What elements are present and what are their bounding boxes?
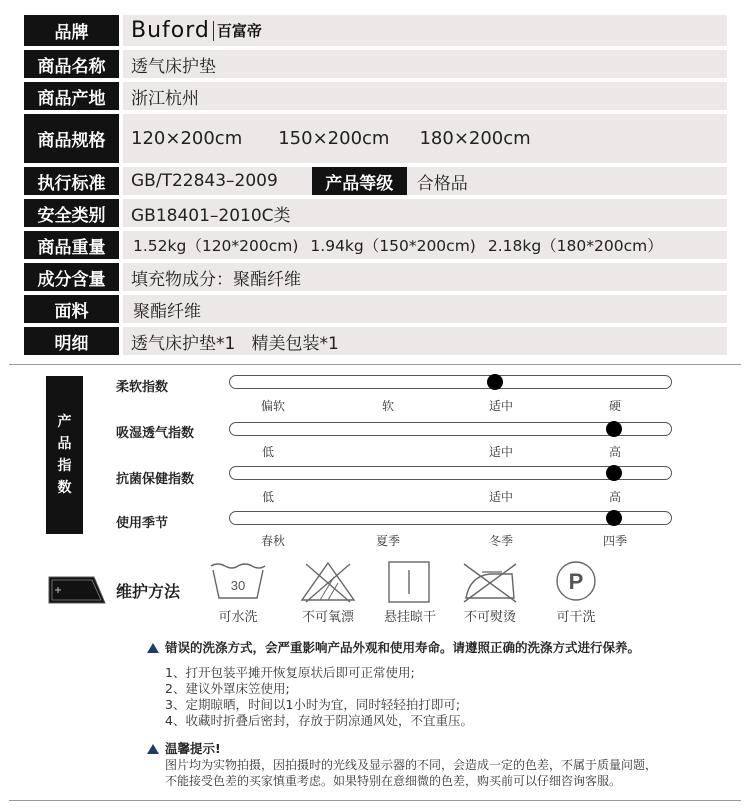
index-tick-label: 适中 xyxy=(488,445,514,459)
spec-row-brand xyxy=(24,15,727,46)
size-option: 180×200cm xyxy=(419,128,531,149)
triangle-icon xyxy=(147,744,159,754)
warning-line xyxy=(147,638,640,656)
spec-label-size: 商品规格 xyxy=(24,114,119,163)
index-tick-label: 春秋 xyxy=(260,534,286,548)
index-label: 吸湿透气指数 xyxy=(116,426,195,441)
spec-label-detail: 明细 xyxy=(24,327,119,355)
index-tick-label: 适中 xyxy=(488,490,514,504)
spec-value-standard xyxy=(123,167,727,195)
care-title: 维护方法 xyxy=(116,582,181,601)
spec-row-fabric xyxy=(24,295,727,323)
care-tag-icon xyxy=(48,576,106,604)
care-step: 2、建议外罩床笠使用; xyxy=(165,681,290,696)
product-index-title xyxy=(46,376,83,534)
dry-clean-letter: P xyxy=(568,569,584,594)
spec-value-brand xyxy=(123,15,727,46)
tip-line: 不能接受色差的买家慎重考虑。如果特别在意细微的色差，购买前可以仔细咨询客服。 xyxy=(165,774,622,788)
spec-label-name: 商品名称 xyxy=(24,50,119,78)
index-tick-label: 四季 xyxy=(602,534,628,548)
index-tick-label: 低 xyxy=(261,445,275,459)
care-caption: 不可熨烫 xyxy=(463,610,517,625)
spec-value-weight xyxy=(123,231,727,259)
brand-cn-name: 百富帝 xyxy=(216,22,262,40)
index-slider-track xyxy=(229,375,672,389)
care-step: 3、定期晾晒，时间以1小时为宜，同时轻轻拍打即可; xyxy=(165,697,461,712)
spec-label-safety: 安全类别 xyxy=(24,199,119,227)
index-tick-label: 高 xyxy=(608,445,622,459)
index-tick-label: 偏软 xyxy=(260,399,286,413)
spec-row-detail xyxy=(24,327,727,355)
care-caption: 不可氧漂 xyxy=(301,610,355,625)
brand-separator xyxy=(213,21,214,41)
tip-title: 温馨提示! xyxy=(165,741,221,756)
index-label: 抗菌保健指数 xyxy=(116,472,195,487)
spec-row-content xyxy=(24,263,727,291)
section-divider xyxy=(9,364,741,365)
weight-option: 1.94kg（150*200cm) xyxy=(310,237,476,255)
standard-code: GB/T22843–2009 xyxy=(131,171,278,191)
spec-value-safety: GB18401–2010C类 xyxy=(123,199,727,227)
spec-row-size xyxy=(24,114,727,163)
index-tick-label: 适中 xyxy=(488,399,514,413)
bottom-divider xyxy=(9,800,741,801)
spec-label-weight: 商品重量 xyxy=(24,231,119,259)
index-slider-dot xyxy=(487,374,503,390)
care-step: 1、打开包装平摊开恢复原状后即可正常使用; xyxy=(165,665,415,680)
spec-value-fabric: 聚酯纤维 xyxy=(123,295,727,323)
index-title-char: 品 xyxy=(57,436,72,452)
hang-dry-icon xyxy=(380,560,440,604)
spec-row-standard xyxy=(24,167,727,195)
grade-value: 合格品 xyxy=(416,173,468,194)
spec-label-standard: 执行标准 xyxy=(24,167,119,195)
tip-line: 图片均为实物拍摄，因拍摄时的光线及显示器的不同，会造成一定的色差，不属于质量问题， xyxy=(165,758,658,772)
index-title-char: 数 xyxy=(57,480,72,496)
spec-row-origin xyxy=(24,82,727,110)
index-tick-label: 冬季 xyxy=(488,534,514,548)
care-caption: 可水洗 xyxy=(218,610,258,625)
spec-value-content: 填充物成分：聚酯纤维 xyxy=(123,263,727,291)
care-step: 4、收藏时折叠后密封，存放于阴凉通风处，不宜重压。 xyxy=(165,713,473,728)
spec-value-origin: 浙江杭州 xyxy=(123,82,727,110)
index-tick-label: 高 xyxy=(608,490,622,504)
no-iron-icon xyxy=(460,560,520,604)
spec-row-name xyxy=(24,50,727,78)
index-title-char: 指 xyxy=(57,458,72,474)
tip-heading xyxy=(147,739,221,757)
spec-label-content: 成分含量 xyxy=(24,263,119,291)
dry-clean-p-icon xyxy=(546,560,606,604)
spec-row-weight xyxy=(24,231,727,259)
index-tick-label: 夏季 xyxy=(375,534,401,548)
spec-label-fabric: 面料 xyxy=(24,295,119,323)
care-caption: 可干洗 xyxy=(556,610,596,625)
index-tick-label: 硬 xyxy=(608,399,622,413)
spec-label-brand: 品牌 xyxy=(24,15,119,46)
spec-value-size xyxy=(123,114,727,163)
spec-label-grade: 产品等级 xyxy=(312,167,407,195)
size-option: 120×200cm xyxy=(131,128,243,149)
care-caption: 悬挂晾干 xyxy=(383,610,437,625)
spec-label-origin: 商品产地 xyxy=(24,82,119,110)
size-option: 150×200cm xyxy=(278,128,390,149)
index-label: 使用季节 xyxy=(116,516,169,531)
no-bleach-icon xyxy=(298,560,358,604)
triangle-icon xyxy=(147,643,159,653)
index-tick-label: 软 xyxy=(381,399,395,413)
weight-option: 1.52kg（120*200cm) xyxy=(133,237,299,255)
weight-option: 2.18kg（180*200cm） xyxy=(487,237,663,255)
wash-temp-text: 30 xyxy=(230,578,246,593)
index-tick-label: 低 xyxy=(261,490,275,504)
brand-logo: Buford xyxy=(131,18,210,43)
washtub-30-icon xyxy=(208,560,268,604)
spec-value-detail: 透气床护垫*1 精美包装*1 xyxy=(123,327,727,355)
index-title-char: 产 xyxy=(57,414,72,430)
warning-text: 错误的洗涤方式，会严重影响产品外观和使用寿命。请遵照正确的洗涤方式进行保养。 xyxy=(165,640,641,655)
spec-row-safety xyxy=(24,199,727,227)
index-label: 柔软指数 xyxy=(116,380,169,395)
spec-value-name: 透气床护垫 xyxy=(123,50,727,78)
